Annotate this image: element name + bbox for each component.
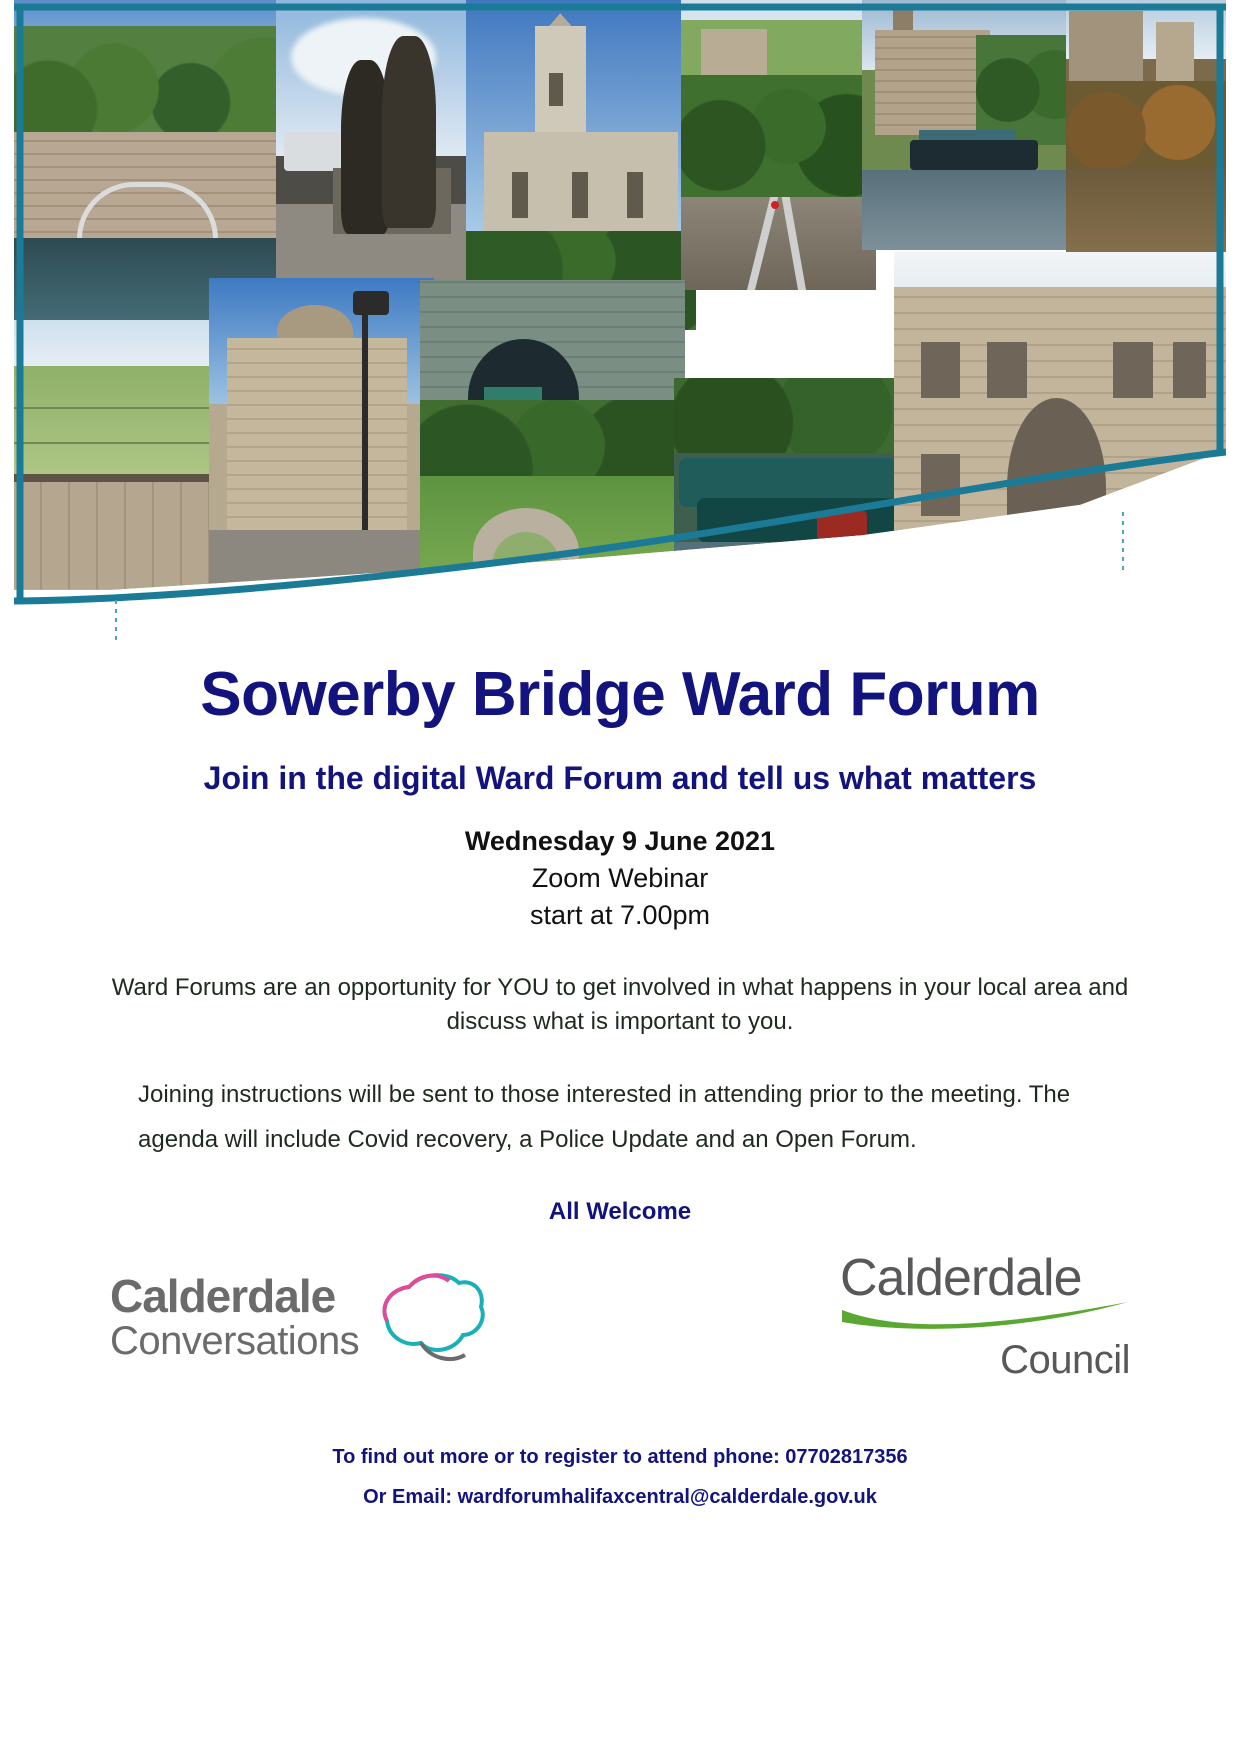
all-welcome-note: All Welcome [548, 1198, 692, 1226]
river-autumn-photo [1066, 0, 1226, 270]
conversations-logo-line1: Calderdale [110, 1269, 336, 1322]
narrowboats-photo [674, 378, 904, 600]
moorland-terrace-photo [14, 320, 229, 608]
stone-warehouse-photo [894, 252, 1226, 600]
logo-row [55, 1249, 1185, 1383]
calderdale-outline-icon [369, 1263, 489, 1373]
calderdale-council-logo [840, 1249, 1130, 1383]
footer-email-line: Or Email: wardforumhalifaxcentral@calderdale.gov.uk [363, 1486, 877, 1509]
photo-collage [14, 0, 1226, 608]
page-title: Sowerby Bridge Ward Forum [200, 660, 1040, 729]
page-subtitle: Join in the digital Ward Forum and tell us what matters [203, 760, 1037, 797]
contact-footer [0, 1437, 1240, 1517]
railway-line-photo [681, 0, 876, 290]
council-logo-line2: Council [1000, 1338, 1130, 1383]
council-logo-line1: Calderdale [840, 1249, 1082, 1308]
event-start-time: start at 7.00pm [529, 900, 711, 931]
bronze-statue-photo [276, 0, 466, 300]
joining-instructions-paragraph: Joining instructions will be sent to those interested in attending prior to the meeting. The agenda will include Covid recovery, a Police Update and an Open Forum. [138, 1081, 1071, 1153]
event-platform: Zoom Webinar [531, 863, 709, 894]
dotted-leader-right [1122, 512, 1124, 574]
towpath-trees-photo [420, 400, 685, 600]
conversations-logo-line2: Conversations [110, 1318, 360, 1363]
poster-body [0, 662, 1240, 1226]
footer-phone-line: To find out more or to register to attend phone: 07702817356 [332, 1446, 908, 1469]
calderdale-conversations-logo [110, 1263, 489, 1373]
mill-and-canal-boat-photo [862, 0, 1082, 250]
dotted-leader-left [115, 600, 117, 640]
event-date: Wednesday 9 June 2021 [464, 826, 776, 857]
poster-header [0, 0, 1240, 640]
town-hall-photo [209, 278, 434, 608]
council-swoosh-icon [840, 1298, 1130, 1332]
intro-paragraph: Ward Forums are an opportunity for YOU to get involved in what happens in your local area and discuss what is important to you. [111, 974, 1129, 1036]
